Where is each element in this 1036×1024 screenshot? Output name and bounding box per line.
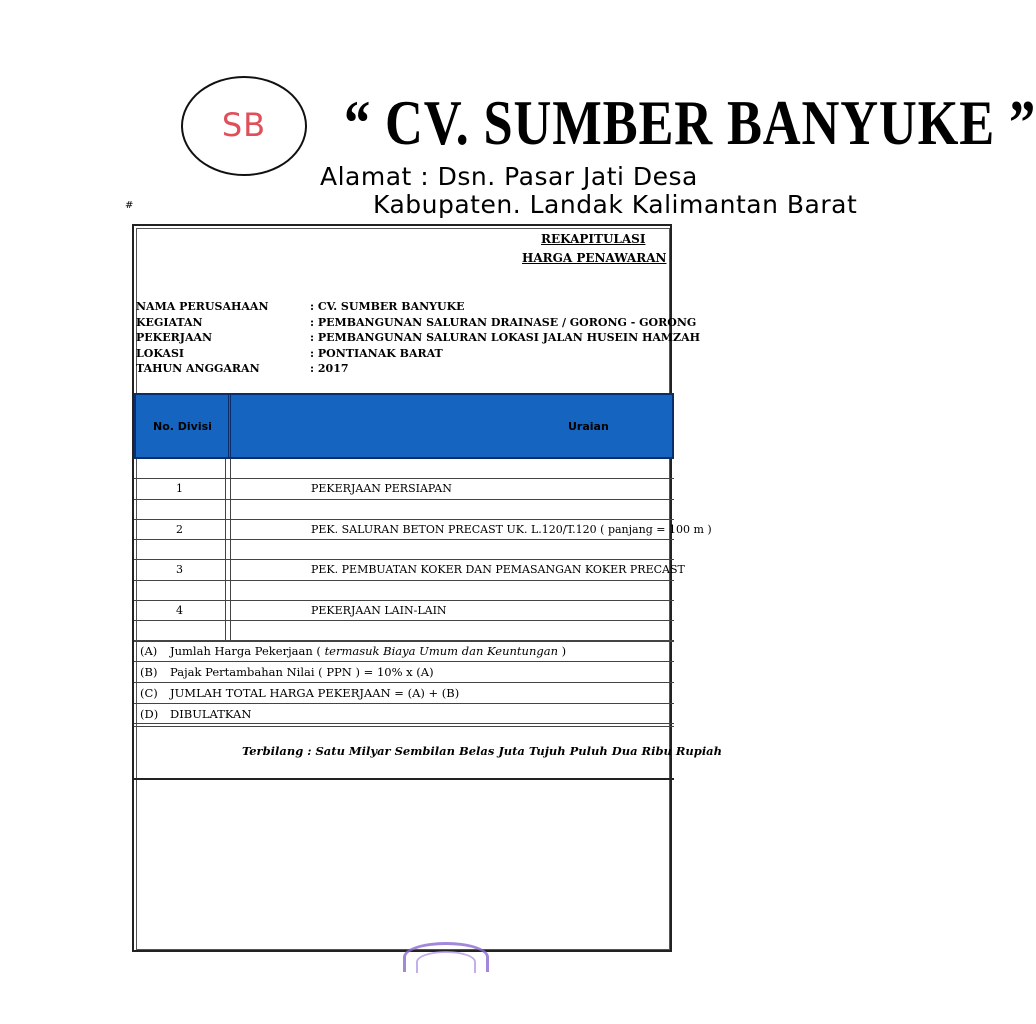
address-line-1: Alamat : Dsn. Pasar Jati Desa — [320, 162, 698, 191]
cell-division: 4 — [134, 601, 226, 620]
info-value: : PONTIANAK BARAT — [310, 346, 443, 360]
info-label: NAMA PERUSAHAAN — [136, 300, 269, 313]
info-label: PEKERJAAN — [136, 331, 213, 344]
corner-mark: # — [125, 200, 134, 211]
info-row-year — [136, 362, 656, 378]
cell-description: PEKERJAAN PERSIAPAN — [311, 482, 452, 496]
summary-section — [134, 640, 674, 724]
info-label: KEGIATAN — [136, 315, 203, 329]
amount-in-words-box — [134, 726, 722, 780]
info-row-company — [136, 300, 656, 316]
info-label: LOKASI — [136, 346, 185, 360]
table-row — [134, 500, 674, 520]
cell-description: PEK. PEMBUATAN KOKER DAN PEMASANGAN KOKER PRECAST — [311, 563, 685, 577]
cell-description: PEK. SALURAN BETON PRECAST UK. L.120/T.120 ( panjang = 100 m ) — [311, 522, 712, 536]
summary-label-italic: termasuk Biaya Umum dan Keuntungan — [324, 644, 558, 658]
info-label: TAHUN ANGGARAN — [136, 362, 260, 375]
document-title: REKAPITULASI — [541, 232, 646, 246]
summary-label: Pajak Pertambahan Nilai ( PPN ) = 10% x (A) — [170, 665, 434, 679]
header-description: Uraian — [568, 420, 609, 433]
cell-description: PEKERJAAN LAIN-LAIN — [311, 604, 447, 618]
company-logo — [181, 76, 307, 176]
logo-text: SB — [221, 106, 267, 144]
cell-division — [134, 621, 226, 640]
header-division: No. Divisi — [153, 420, 212, 433]
summary-row-c — [134, 682, 674, 703]
cell-division: 2 — [134, 520, 226, 539]
summary-code: (C) — [140, 686, 158, 700]
table-row — [134, 581, 674, 601]
table-row — [134, 479, 674, 499]
info-value: : PEMBANGUNAN SALURAN LOKASI JALAN HUSEIN HAMZAH — [310, 331, 701, 344]
info-value: : CV. SUMBER BANYUKE — [310, 300, 465, 313]
table-row — [134, 459, 674, 479]
summary-label: JUMLAH TOTAL HARGA PEKERJAAN = (A) + (B) — [170, 686, 460, 700]
summary-row-b — [134, 661, 674, 682]
cell-division — [134, 500, 226, 519]
cell-division: 3 — [134, 560, 226, 579]
document-subtitle: HARGA PENAWARAN — [522, 251, 667, 265]
project-info — [136, 300, 701, 378]
info-row-work — [136, 331, 701, 347]
table-header — [134, 393, 674, 459]
info-value: : 2017 — [310, 362, 349, 375]
amount-in-words: Terbilang : Satu Milyar Sembilan Belas Juta Tujuh Puluh Dua Ribu Rupiah — [242, 744, 722, 758]
info-value: : PEMBANGUNAN SALURAN DRAINASE / GORONG - GORONG — [310, 315, 697, 329]
cell-division — [134, 581, 226, 600]
summary-label: Jumlah Harga Pekerjaan ( — [170, 644, 321, 658]
table-body — [134, 459, 712, 642]
stamp-seal — [403, 942, 489, 972]
summary-code: (A) — [140, 644, 158, 658]
info-row-location — [136, 347, 656, 363]
summary-row-d — [134, 703, 674, 724]
table-row — [134, 540, 674, 560]
summary-label: DIBULATKAN — [170, 707, 252, 721]
summary-label-end: ) — [561, 644, 567, 658]
table-row — [134, 520, 712, 540]
address-line-2: Kabupaten. Landak Kalimantan Barat — [373, 190, 858, 219]
summary-code: (B) — [140, 665, 158, 679]
summary-row-a — [134, 640, 674, 661]
cell-division — [134, 459, 226, 478]
company-name: “ CV. SUMBER BANYUKE ” — [344, 87, 1036, 158]
summary-code: (D) — [140, 707, 159, 721]
info-row-activity — [136, 315, 697, 332]
cell-division — [134, 540, 226, 559]
table-row — [134, 621, 674, 641]
table-row — [134, 601, 674, 621]
cell-division: 1 — [134, 479, 226, 498]
table-row — [134, 560, 685, 580]
